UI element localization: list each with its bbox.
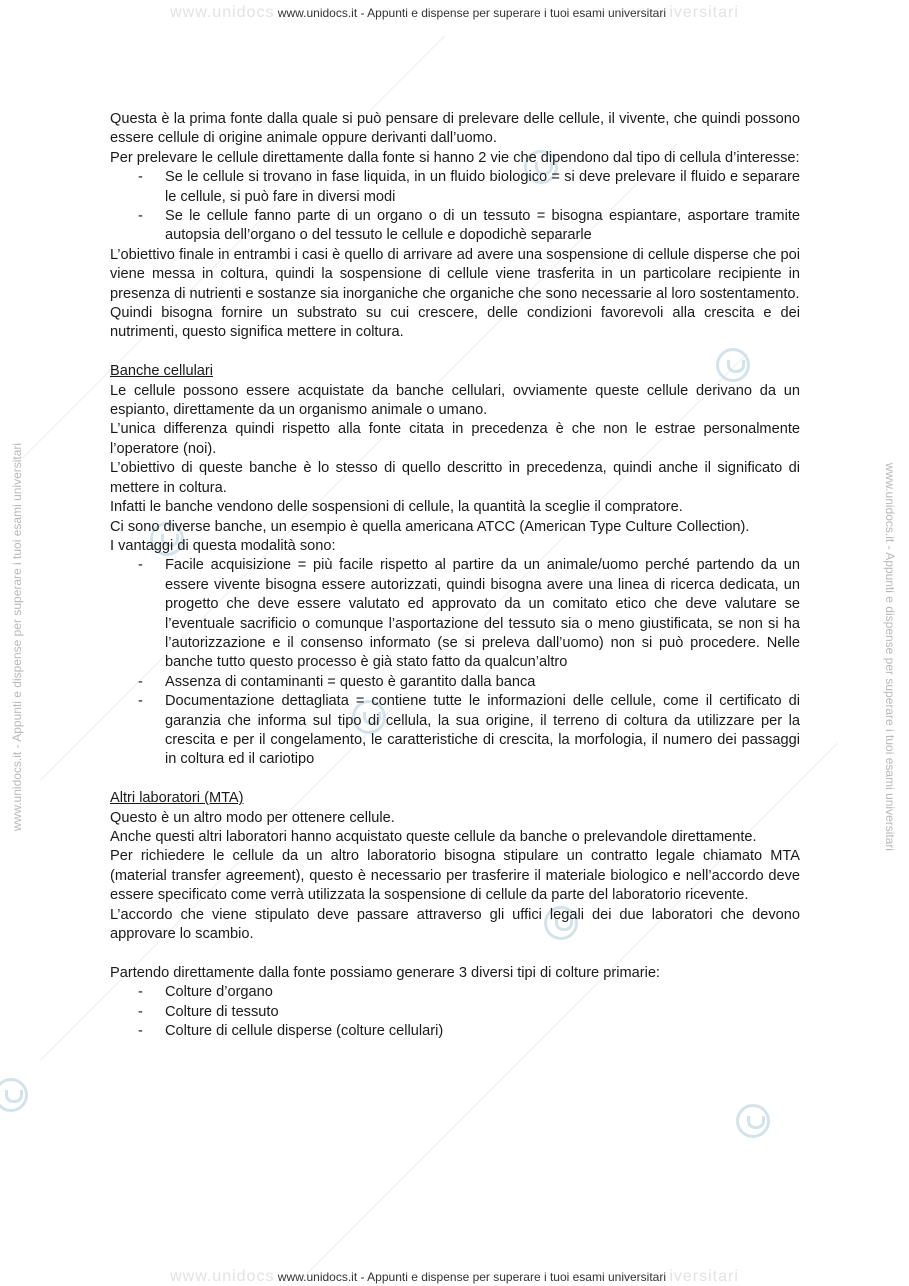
list-item: - Colture di cellule disperse (colture cellulari) (165, 1022, 800, 1041)
bullet-list (110, 168, 800, 246)
left-side-watermark: www.unidocs.it - Appunti e dispense per superare i tuoi esami universitari (10, 442, 24, 832)
footer-watermark (0, 1268, 909, 1286)
list-item: - Facile acquisizione = più facile rispetto al partire da un animale/uomo perché partendo da un essere vivente bisogna essere autorizzati, quindi bisogna avere una linea di ricerca dedicata, un progetto che deve essere valutato ed approvato da un comitato etico che deve valutare se l’eventuale sacrificio o comunque l’asportazione del tessuto sia o meno giustificata, se non si ha l’autorizzazione e il consenso informato (se si preleva dall’uomo) non si può procedere. Nelle banche tutto questo processo è già stato fatto da qualcun’altro (165, 556, 800, 672)
paragraph: L’obiettivo di queste banche è lo stesso di quello descritto in precedenza, quindi anche il significato di mettere in coltura. (110, 460, 800, 496)
bullet-list (110, 556, 800, 769)
list-item: - Colture d’organo (165, 983, 800, 1002)
list-item: - Assenza di contaminanti = questo è garantito dalla banca (165, 673, 800, 692)
paragraph: Anche questi altri laboratori hanno acquistato queste cellule da banche o prelevandole direttamente. (110, 829, 757, 845)
unidocs-logo-icon (736, 1104, 770, 1138)
paragraph: Le cellule possono essere acquistate da banche cellulari, ovviamente queste cellule derivano da un espianto, direttamente da un organismo animale o umano. (110, 382, 800, 419)
section-heading-banche: Banche cellulari (110, 363, 214, 380)
list-item: - Se le cellule fanno parte di un organo o di un tessuto = bisogna espiantare, asportare tramite autopsia dell’organo o del tessuto le cellule e dopodichè separarle (165, 207, 800, 246)
paragraph: Questa è la prima fonte dalla quale si può pensare di prelevare delle cellule, il vivente, che quindi possono essere cellule di origine animale oppure derivanti dall’uomo. (110, 111, 800, 147)
section-heading-mta: Altri laboratori (MTA) (110, 790, 244, 807)
paragraph: Ci sono diverse banche, un esempio è quella americana ATCC (American Type Culture Collection). (110, 518, 750, 535)
bullet-list (110, 983, 800, 1041)
paragraph: Infatti le banche vendono delle sospensioni di cellule, la quantità la sceglie il compratore. (110, 499, 683, 516)
footer-watermark-text: www.unidocs.it - Appunti e dispense per superare i tuoi esami universitari (277, 1270, 666, 1284)
paragraph: Quindi bisogna fornire un substrato su cui crescere, delle condizioni favorevoli alla crescita e dei nutrimenti, questo significa mettere in coltura. (110, 305, 800, 341)
paragraph: I vantaggi di questa modalità sono: (110, 537, 336, 554)
header-watermark (0, 4, 909, 22)
ghost-watermark-right: iversitari (669, 4, 739, 21)
ghost-watermark-right: iversitari (669, 1268, 739, 1285)
paragraph: L’obiettivo finale in entrambi i casi è quello di arrivare ad avere una sospensione di cellule disperse che poi viene messa in coltura, quindi la sospensione di cellule viene trasferita in un particolare recipiente in presenza di nutrienti e sostanze sia inorganiche che organiche che sono necessarie al loro sostentamento. (110, 246, 800, 302)
paragraph: L’unica differenza quindi rispetto alla fonte citata in precedenza è che non le estrae personalmente l’operatore (noi). (110, 421, 800, 457)
header-watermark-text: www.unidocs.it - Appunti e dispense per superare i tuoi esami universitari (277, 6, 666, 20)
paragraph: Per richiedere le cellule da un altro laboratorio bisogna stipulare un contratto legale chiamato MTA (material transfer agreement), questo è necessario per trasferire il materiale biologico e nell’accordo deve essere specificato come verrà utilizzata la sospensione di cellule da parte del laboratorio ricevente. (110, 848, 800, 904)
list-item: - Colture di tessuto (165, 1003, 800, 1022)
unidocs-logo-icon (0, 1078, 28, 1112)
paragraph: L’accordo che viene stipulato deve passare attraverso gli uffici legali dei due laboratori che devono approvare lo scambio. (110, 906, 800, 943)
paragraph: Partendo direttamente dalla fonte possiamo generare 3 diversi tipi di colture primarie: (110, 964, 660, 981)
paragraph: Questo è un altro modo per ottenere cellule. (110, 809, 395, 826)
list-item: - Se le cellule si trovano in fase liquida, in un fluido biologico = si deve prelevare il fluido e separare le cellule, si può fare in diversi modi (165, 168, 800, 207)
document-body (110, 110, 800, 1041)
right-side-watermark: www.unidocs.it - Appunti e dispense per superare i tuoi esami universitari (883, 462, 897, 852)
ghost-watermark-left: www.unidocs (170, 4, 275, 21)
paragraph: Per prelevare le cellule direttamente dalla fonte si hanno 2 vie che dipendono dal tipo di cellula d’interesse: (110, 149, 800, 166)
list-item: - Documentazione dettagliata = contiene tutte le informazioni delle cellule, come il certificato di garanzia che informa sul tipo di cellula, la sua origine, il terreno di coltura da utilizzare per la crescita e per il congelamento, le caratteristiche di crescita, la morfologia, il numero dei passaggi in coltura ed il cariotipo (165, 692, 800, 770)
ghost-watermark-left: www.unidocs (170, 1268, 275, 1285)
